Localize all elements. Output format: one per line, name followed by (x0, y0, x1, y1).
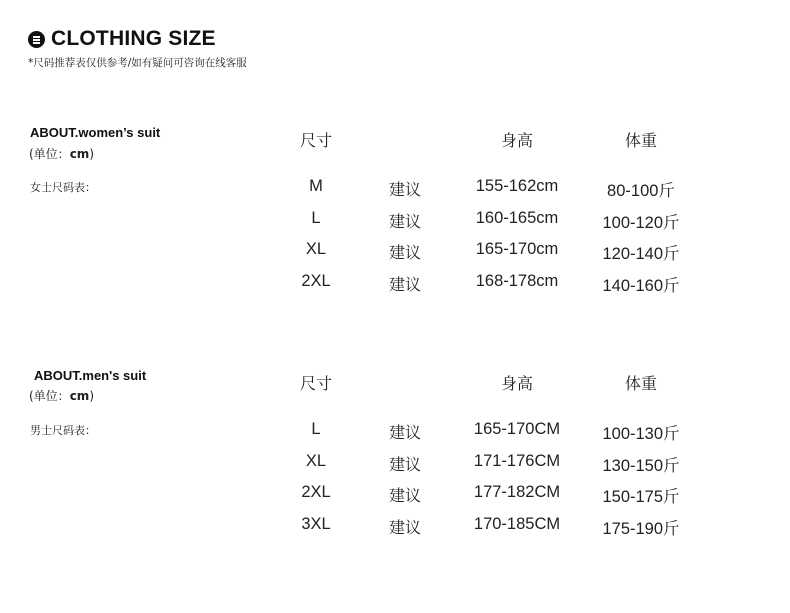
height-cell: 171-176CM (473, 452, 561, 470)
weight-cell: 140-160斤 (602, 277, 680, 295)
section-caption: 男士尺码表： (30, 424, 96, 437)
height-cell: 165-170CM (473, 420, 561, 438)
header-size: 尺寸 (299, 131, 333, 150)
weight-cell: 100-120斤 (602, 214, 680, 232)
advice-cell: 建议 (388, 243, 422, 262)
height-cell: 155-162cm (475, 177, 559, 195)
advice-cell: 建议 (388, 275, 422, 294)
size-cell: 2XL (301, 483, 331, 501)
size-cell: M (309, 177, 323, 195)
advice-cell: 建议 (388, 455, 422, 474)
weight-cell: 80-100斤 (607, 182, 675, 200)
height-cell: 165-170cm (475, 240, 559, 258)
size-cell: 3XL (301, 515, 331, 533)
height-cell: 170-185CM (473, 515, 561, 533)
size-cell: 2XL (301, 272, 331, 290)
section-title: ABOUT.women’s suit (30, 125, 161, 140)
section-caption: 女士尺码表： (30, 181, 96, 194)
page-title: CLOTHING SIZE (51, 27, 216, 50)
advice-cell: 建议 (388, 180, 422, 199)
weight-cell: 100-130斤 (602, 425, 680, 443)
size-cell: L (311, 420, 321, 438)
page-subtitle: *尺码推荐表仅供参考/如有疑问可咨询在线客服 (28, 57, 247, 69)
size-cell: L (311, 209, 321, 227)
section-unit: (单位：cm) (29, 389, 94, 403)
height-cell: 168-178cm (475, 272, 559, 290)
advice-cell: 建议 (388, 423, 422, 442)
weight-cell: 130-150斤 (602, 457, 680, 475)
header-weight: 体重 (624, 374, 658, 393)
section-unit: (单位：cm) (29, 147, 94, 161)
size-cell: XL (305, 452, 327, 470)
advice-cell: 建议 (388, 486, 422, 505)
header-height: 身高 (500, 374, 534, 393)
advice-cell: 建议 (388, 212, 422, 231)
height-cell: 160-165cm (475, 209, 559, 227)
weight-cell: 150-175斤 (602, 488, 680, 506)
size-cell: XL (305, 240, 327, 258)
weight-cell: 120-140斤 (602, 245, 680, 263)
list-icon (28, 31, 45, 48)
header-size: 尺寸 (299, 374, 333, 393)
weight-cell: 175-190斤 (602, 520, 680, 538)
header-weight: 体重 (624, 131, 658, 150)
section-title: ABOUT.men's suit (34, 368, 147, 383)
header-height: 身高 (500, 131, 534, 150)
height-cell: 177-182CM (473, 483, 561, 501)
advice-cell: 建议 (388, 518, 422, 537)
